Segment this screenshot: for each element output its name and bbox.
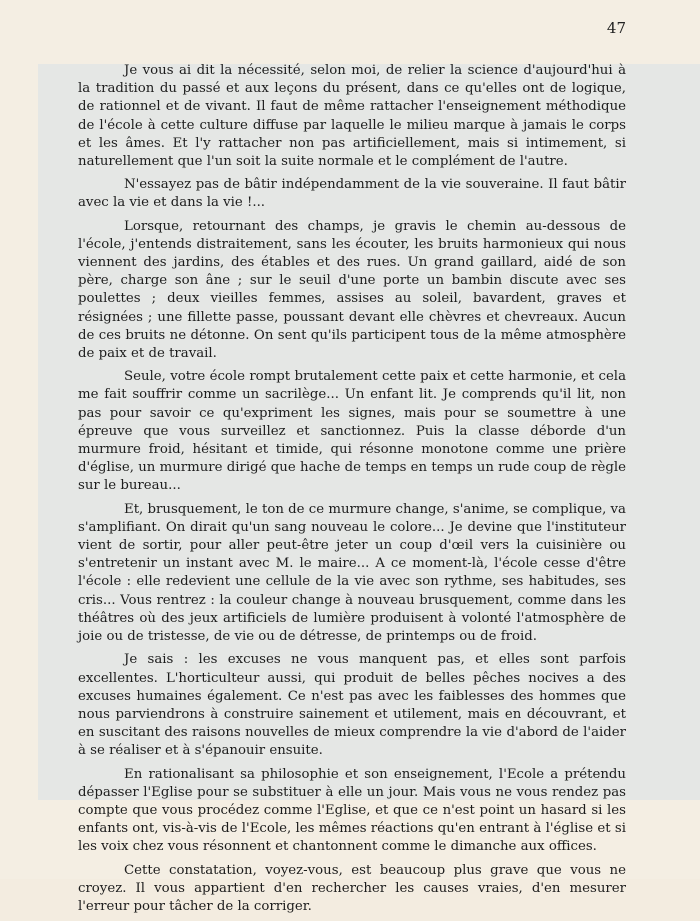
body-text bbox=[78, 62, 626, 921]
paragraph-3: Lorsque, retournant des champs, je gravis le chemin au-dessous de l'école, j'entends distraitement, sans les écouter, les bruits harmonieux qui nous viennent des jardins, des étables et des rues. Un grand gaillard, aidé de son père, charge son âne ; sur le seuil d'une porte un bambin discute avec ses poulettes ; deux vieilles femmes, assises au soleil, bavardent, graves et résignées ; une fillette passe, poussant devant elle chèvres et chevreaux. Aucun de ces bruits ne détonne. On sent qu'ils participent tous de la même atmosphère de paix et de travail. bbox=[78, 218, 626, 362]
paragraph-5: Et, brusquement, le ton de ce murmure change, s'anime, se complique, va s'amplifiant. On dirait qu'un sang nouveau le colore... Je devine que l'instituteur vient de sortir, pour aller peut-être jeter un coup d'œil vers la cuisinière ou s'entretenir un instant avec M. le maire... A ce moment-là, l'école cesse d'être l'école : elle redevient une cellule de la vie avec son rythme, ses habitudes, ses cris... Vous rentrez : la couleur change à nouveau brusquement, comme dans les théâtres où des jeux artificiels de lumière produisent à volonté l'atmosphère de joie ou de tristesse, de vie ou de détresse, de printemps ou de froid. bbox=[78, 501, 626, 645]
paragraph-8: Cette constatation, voyez-vous, est beaucoup plus grave que vous ne croyez. Il vous appartient d'en rechercher les causes vraies, d'en mesurer l'erreur pour tâcher de la corriger. bbox=[78, 862, 626, 914]
paragraph-2: N'essayez pas de bâtir indépendamment de la vie souveraine. Il faut bâtir avec la vie et dans la vie !... bbox=[78, 177, 626, 211]
page-number: 47 bbox=[606, 19, 626, 37]
paragraph-4: Seule, votre école rompt brutalement cette paix et cette harmonie, et cela me fait souffrir comme un sacrilège... Un enfant lit. Je comprends qu'il lit, non pas pour savoir ce qu'expriment les signes, mais pour se soumettre à une épreuve que vous surveillez et sanctionnez. Puis la classe déborde d'un murmure froid, hésitant et timide, qui résonne monotone comme une prière d'église, un murmure dirigé que hache de temps en temps un rude coup de règle sur le bureau... bbox=[78, 369, 626, 494]
paragraph-6: Je sais : les excuses ne vous manquent pas, et elles sont parfois excellentes. L'horticulteur aussi, qui produit de belles pêches nocives a des excuses humaines également. Ce n'est pas avec les faiblesses des hommes que nous parviendrons à construire sainement et utilement, mais en découvrant, et en suscitant des raisons nouvelles de mieux comprendre la vie d'abord de l'aider à se réaliser et à s'épanouir ensuite. bbox=[78, 652, 626, 759]
paragraph-1: Je vous ai dit la nécessité, selon moi, de relier la science d'aujourd'hui à la tradition du passé et aux leçons du présent, dans ce qu'elles ont de logique, de rationnel et de vivant. Il faut de même rattacher l'enseignement méthodique de l'école à cette culture diffuse par laquelle le milieu marque à jamais le corps et les âmes. Et l'y rattacher non pas artificiellement, mais si intimement, si naturellement que l'un soit la suite normale et le complément de l'autre. bbox=[78, 63, 626, 170]
paragraph-7: En rationalisant sa philosophie et son enseignement, l'Ecole a prétendu dépasser l'Eglise pour se substituer à elle un jour. Mais vous ne vous rendez pas compte que vous procédez comme l'Eglise, et que ce n'est point un hasard si les enfants ont, vis-à-vis de l'Ecole, les mêmes réactions qu'en entrant à l'église et si les voix chez vous résonnent et chantonnent comme le dimanche aux offices. bbox=[78, 766, 626, 855]
